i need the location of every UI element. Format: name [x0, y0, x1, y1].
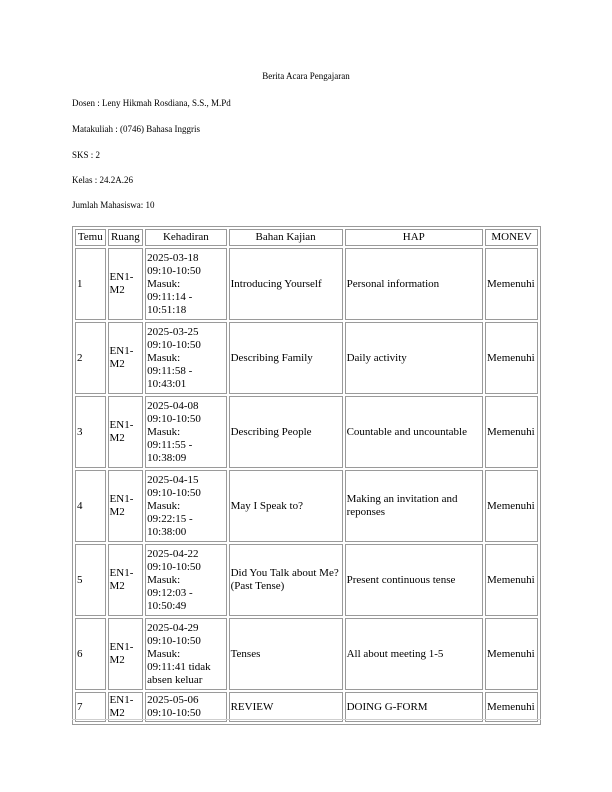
credits-info: SKS : 2 [72, 150, 101, 160]
cell-hap: Countable and uncountable [345, 396, 483, 468]
cell-bahan-kajian: May I Speak to? [229, 470, 343, 542]
table-row [75, 544, 538, 616]
student-count-info: Jumlah Mahasiswa: 10 [72, 200, 155, 210]
kehadiran-in: 09:11:55 - [147, 438, 193, 451]
cell-ruang: EN1-M2 [108, 248, 144, 320]
cell-temu: 3 [75, 396, 106, 468]
kehadiran-time: 09:10-10:50 [147, 560, 201, 573]
cell-ruang: EN1-M2 [108, 470, 144, 542]
cell-temu: 1 [75, 248, 106, 320]
kehadiran-date: 2025-03-25 [147, 325, 199, 338]
cell-temu: 5 [75, 544, 106, 616]
kehadiran-label: Masuk: [147, 647, 181, 660]
table-row [75, 470, 538, 542]
cell-bahan-kajian: Describing People [229, 396, 343, 468]
cell-bahan-kajian: Introducing Yourself [229, 248, 343, 320]
table-row [75, 692, 538, 722]
cell-bahan-kajian: Describing Family [229, 322, 343, 394]
kehadiran-in: 09:12:03 - [147, 586, 193, 599]
table-header-row [75, 229, 538, 246]
kehadiran-out: 10:43:01 [147, 377, 187, 390]
cell-monev: Memenuhi [485, 248, 538, 320]
cell-kehadiran [145, 470, 226, 542]
kehadiran-label: Masuk: [147, 499, 181, 512]
kehadiran-out: 10:38:00 [147, 525, 187, 538]
kehadiran-out: absen keluar [147, 673, 203, 686]
header-temu: Temu [75, 229, 106, 246]
table-row [75, 248, 538, 320]
cell-kehadiran [145, 618, 226, 690]
kehadiran-out: 10:50:49 [147, 599, 187, 612]
cell-bahan-kajian: REVIEW [229, 692, 343, 722]
kehadiran-in: 09:11:14 - [147, 290, 193, 303]
cell-kehadiran [145, 396, 226, 468]
kehadiran-label: Masuk: [147, 573, 181, 586]
cell-monev: Memenuhi [485, 618, 538, 690]
course-info: Matakuliah : (0746) Bahasa Inggris [72, 124, 200, 134]
cell-monev: Memenuhi [485, 322, 538, 394]
cell-hap: DOING G-FORM [345, 692, 483, 722]
cell-monev: Memenuhi [485, 396, 538, 468]
cell-ruang: EN1-M2 [108, 618, 144, 690]
cell-bahan-kajian: Tenses [229, 618, 343, 690]
table-row [75, 322, 538, 394]
document-title: Berita Acara Pengajaran [262, 71, 350, 81]
header-hap: HAP [345, 229, 483, 246]
kehadiran-in: 09:22:15 - [147, 512, 193, 525]
cell-temu: 7 [75, 692, 106, 722]
kehadiran-out: 10:51:18 [147, 303, 187, 316]
cell-hap: Daily activity [345, 322, 483, 394]
cell-monev: Memenuhi [485, 544, 538, 616]
kehadiran-in: 09:11:41 tidak [147, 660, 211, 673]
table-row [75, 396, 538, 468]
cell-hap: All about meeting 1-5 [345, 618, 483, 690]
cell-hap: Making an invitation and reponses [345, 470, 483, 542]
kehadiran-time: 09:10-10:50 [147, 634, 201, 647]
kehadiran-date: 2025-04-08 [147, 399, 199, 412]
cell-kehadiran [145, 692, 226, 722]
kehadiran-date: 2025-05-06 [147, 694, 199, 706]
header-monev: MONEV [485, 229, 538, 246]
cell-ruang: EN1-M2 [108, 692, 144, 722]
cell-kehadiran [145, 544, 226, 616]
kehadiran-label: Masuk: [147, 425, 181, 438]
kehadiran-date: 2025-04-29 [147, 621, 199, 634]
page-bottom-divider [72, 719, 541, 720]
cell-kehadiran [145, 322, 226, 394]
cell-monev: Memenuhi [485, 692, 538, 722]
kehadiran-label: Masuk: [147, 351, 181, 364]
cell-ruang: EN1-M2 [108, 544, 144, 616]
cell-hap: Personal information [345, 248, 483, 320]
cell-ruang: EN1-M2 [108, 322, 144, 394]
kehadiran-out: 10:38:09 [147, 451, 187, 464]
class-info: Kelas : 24.2A.26 [72, 175, 133, 185]
kehadiran-label: Masuk: [147, 277, 181, 290]
header-bahan-kajian: Bahan Kajian [229, 229, 343, 246]
cell-temu: 4 [75, 470, 106, 542]
teaching-record-table [72, 226, 541, 725]
kehadiran-time: 09:10-10:50 [147, 338, 201, 351]
header-ruang: Ruang [108, 229, 144, 246]
kehadiran-time: 09:10-10:50 [147, 264, 201, 277]
kehadiran-in: 09:11:58 - [147, 364, 193, 377]
cell-bahan-kajian: Did You Talk about Me? (Past Tense) [229, 544, 343, 616]
kehadiran-date: 2025-03-18 [147, 251, 199, 264]
cell-kehadiran [145, 248, 226, 320]
kehadiran-time: 09:10-10:50 [147, 707, 201, 719]
kehadiran-time: 09:10-10:50 [147, 412, 201, 425]
cell-ruang: EN1-M2 [108, 396, 144, 468]
cell-temu: 2 [75, 322, 106, 394]
cell-monev: Memenuhi [485, 470, 538, 542]
header-kehadiran: Kehadiran [145, 229, 226, 246]
kehadiran-date: 2025-04-15 [147, 473, 199, 486]
cell-hap: Present continuous tense [345, 544, 483, 616]
kehadiran-date: 2025-04-22 [147, 547, 199, 560]
table-row [75, 618, 538, 690]
cell-temu: 6 [75, 618, 106, 690]
lecturer-info: Dosen : Leny Hikmah Rosdiana, S.S., M.Pd [72, 98, 231, 108]
kehadiran-time: 09:10-10:50 [147, 486, 201, 499]
